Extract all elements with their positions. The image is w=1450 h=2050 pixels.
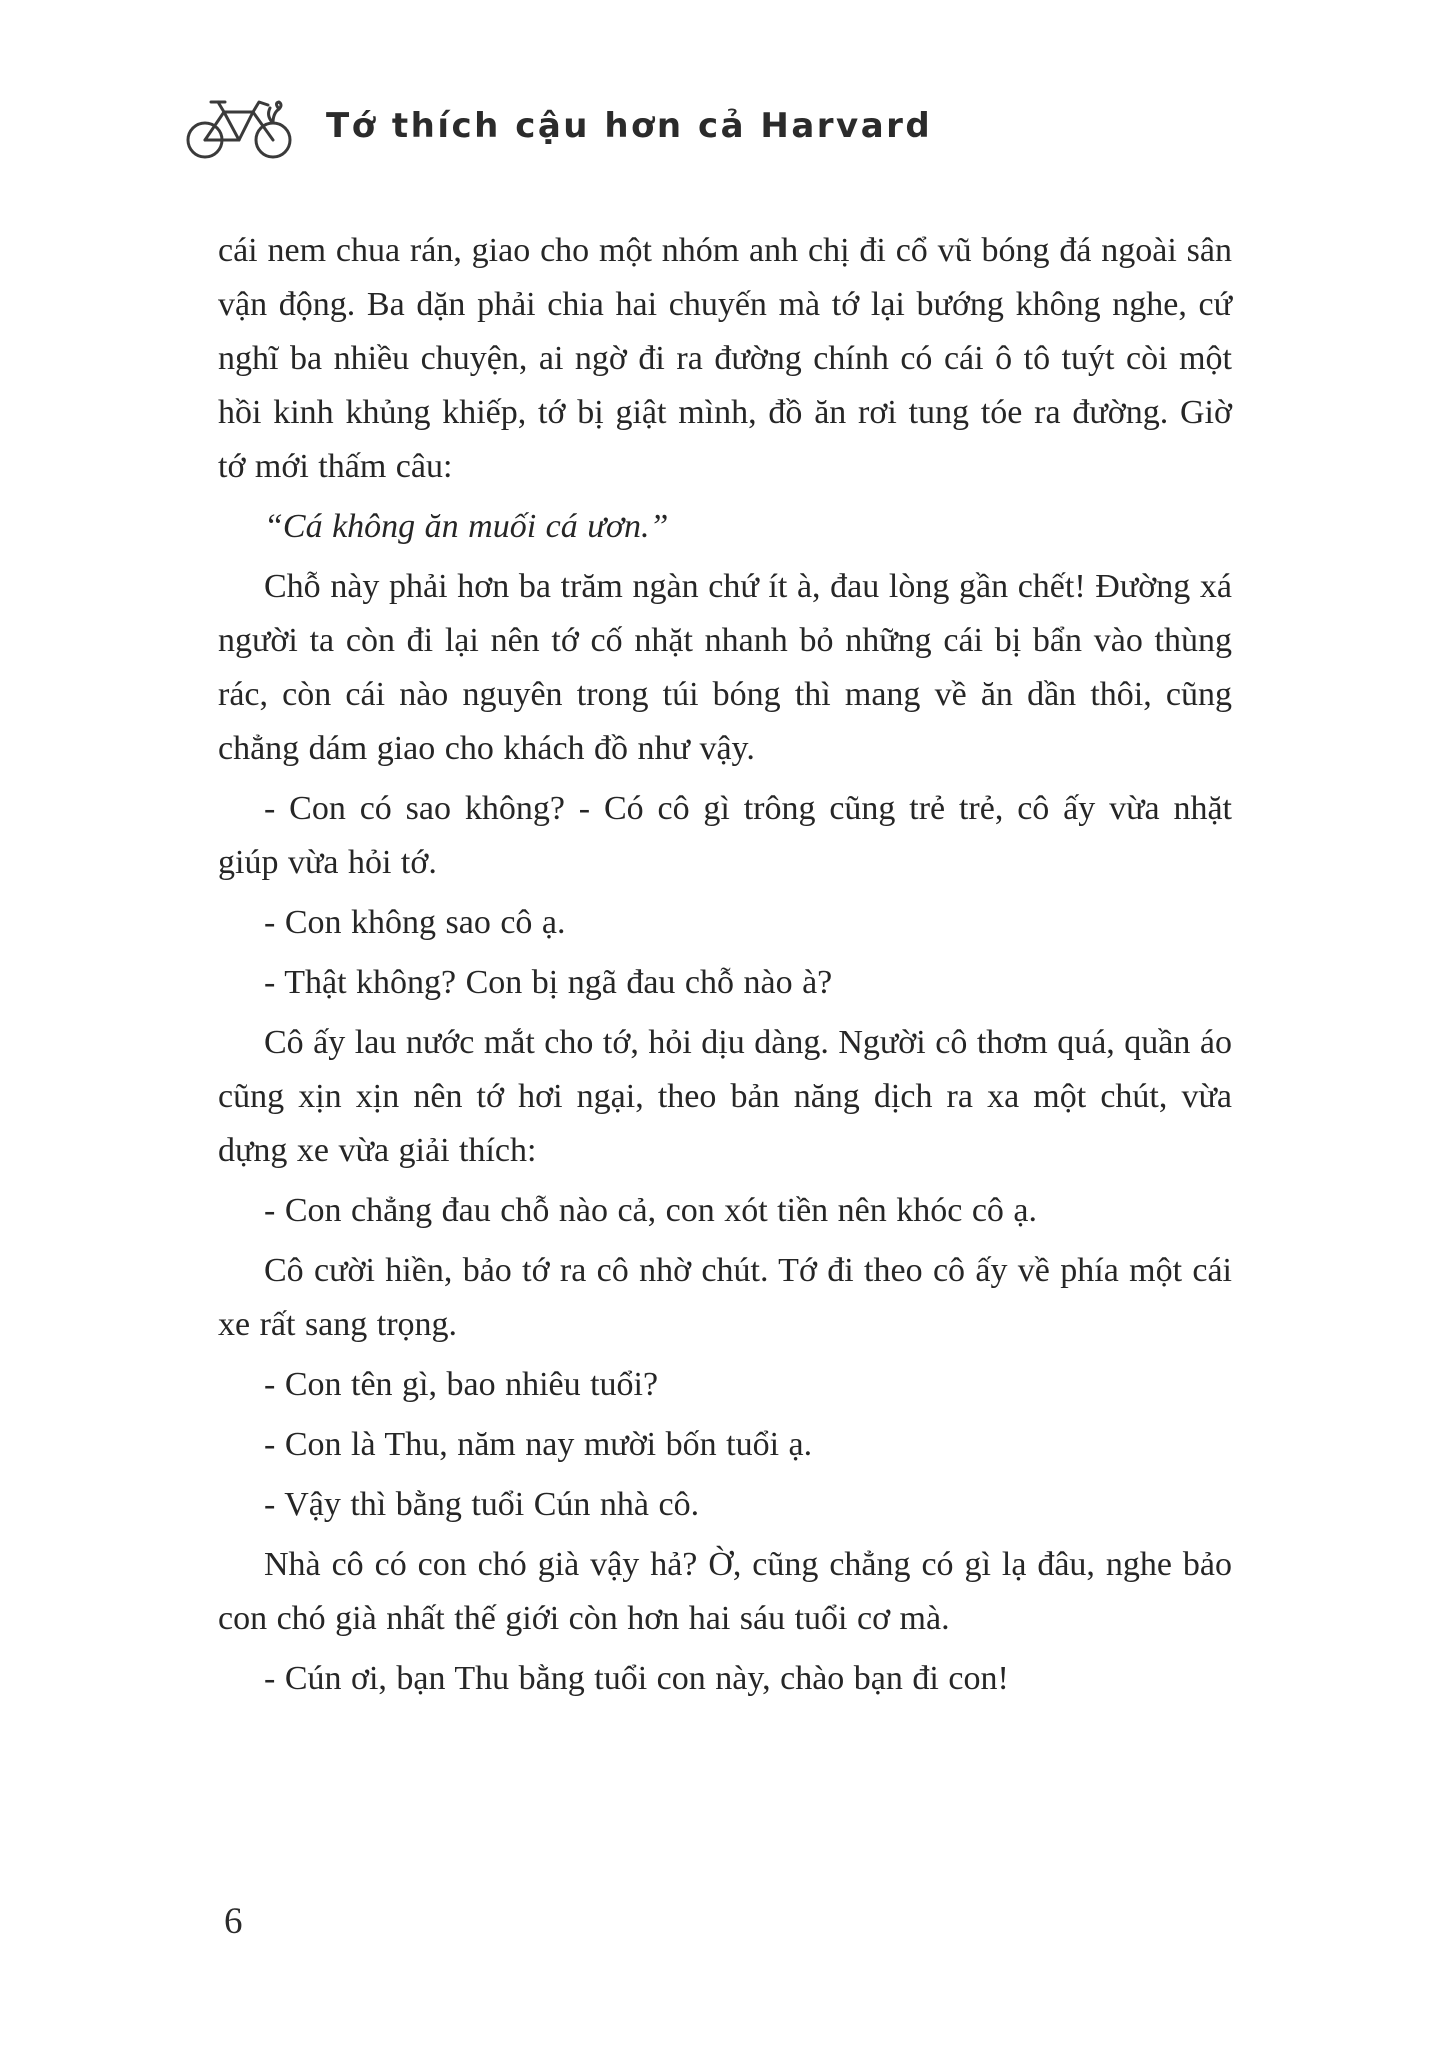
bicycle-icon xyxy=(178,88,300,164)
paragraph: cái nem chua rán, giao cho một nhóm anh chị đi cổ vũ bóng đá ngoài sân vận động. Ba dặn phải chia hai chuyến mà tớ lại bướng không nghe, cứ nghĩ ba nhiều chuyện, ai ngờ đi ra đường chính có cái ô tô tuýt còi một hồi kinh khủng khiếp, tớ bị giật mình, đồ ăn rơi tung tóe ra đường. Giờ tớ mới thấm câu: xyxy=(218,232,1232,485)
page-header xyxy=(178,88,1232,164)
book-title: Tớ thích cậu hơn cả Harvard xyxy=(326,106,933,146)
paragraph: - Cún ơi, bạn Thu bằng tuổi con này, chào bạn đi con! xyxy=(264,1660,1009,1697)
page-body xyxy=(218,224,1232,1706)
paragraph: - Con có sao không? - Có cô gì trông cũng trẻ trẻ, cô ấy vừa nhặt giúp vừa hỏi tớ. xyxy=(218,790,1232,881)
paragraph: - Con là Thu, năm nay mười bốn tuổi ạ. xyxy=(264,1426,813,1463)
paragraph: - Con tên gì, bao nhiêu tuổi? xyxy=(264,1366,659,1403)
page-number: 6 xyxy=(224,1901,243,1942)
paragraph: - Thật không? Con bị ngã đau chỗ nào à? xyxy=(264,964,833,1001)
paragraph: Cô ấy lau nước mắt cho tớ, hỏi dịu dàng. Người cô thơm quá, quần áo cũng xịn xịn nên tớ hơi ngại, theo bản năng dịch ra xa một chút, vừa dựng xe vừa giải thích: xyxy=(218,1024,1232,1169)
paragraph: - Con không sao cô ạ. xyxy=(264,904,566,941)
paragraph: Cô cười hiền, bảo tớ ra cô nhờ chút. Tớ đi theo cô ấy về phía một cái xe rất sang trọng. xyxy=(218,1252,1232,1343)
paragraph: - Con chẳng đau chỗ nào cả, con xót tiền nên khóc cô ạ. xyxy=(264,1192,1038,1229)
paragraph: - Vậy thì bằng tuổi Cún nhà cô. xyxy=(264,1486,700,1523)
paragraph: Nhà cô có con chó già vậy hả? Ờ, cũng chẳng có gì lạ đâu, nghe bảo con chó già nhất thế giới còn hơn hai sáu tuổi cơ mà. xyxy=(218,1546,1232,1637)
paragraph: Chỗ này phải hơn ba trăm ngàn chứ ít à, đau lòng gần chết! Đường xá người ta còn đi lại nên tớ cố nhặt nhanh bỏ những cái bị bẩn vào thùng rác, còn cái nào nguyên trong túi bóng thì mang về ăn dần thôi, cũng chẳng dám giao cho khách đồ như vậy. xyxy=(218,568,1232,767)
quote-paragraph: “Cá không ăn muối cá ươn.” xyxy=(264,508,669,545)
